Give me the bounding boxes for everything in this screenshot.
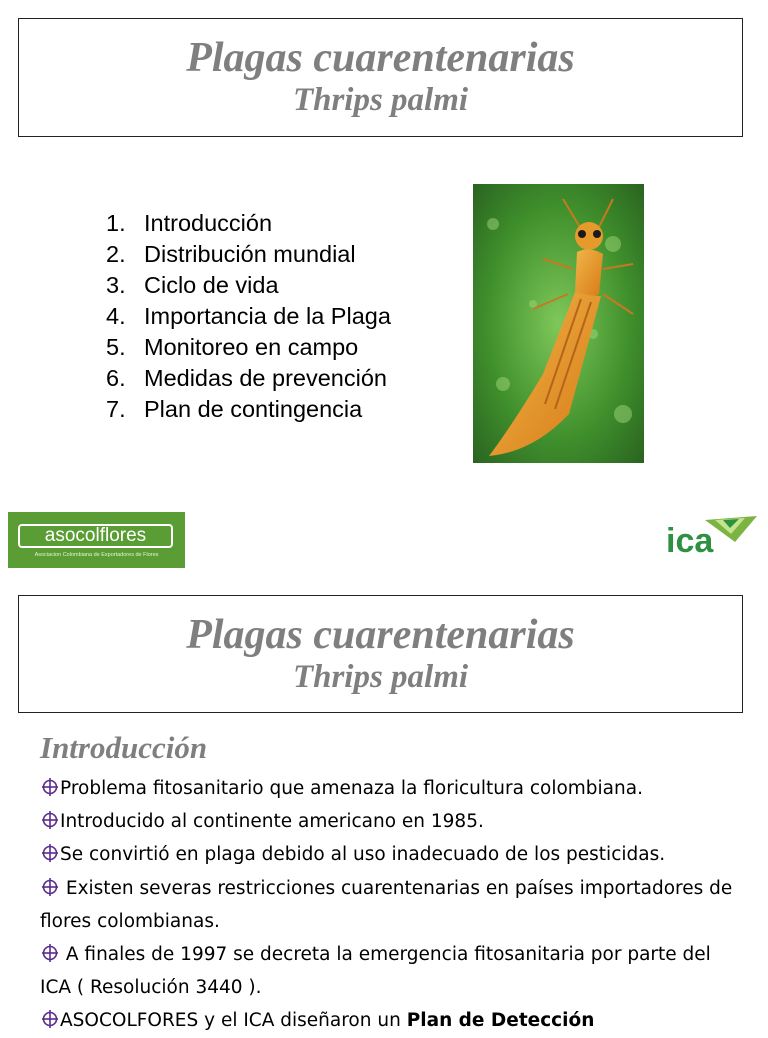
slide1-subtitle: Thrips palmi: [292, 82, 469, 118]
toc-item: 5. Monitoreo en campo: [106, 334, 359, 360]
crosshair-bullet-icon: [40, 878, 60, 896]
ica-flag-icon: [705, 516, 760, 544]
ica-logo: [660, 514, 760, 564]
toc-item: 6. Medidas de prevención: [106, 365, 387, 391]
crosshair-bullet-icon: [40, 944, 60, 962]
asocolflores-logo: [8, 512, 185, 568]
toc-item: 2. Distribución mundial: [106, 241, 356, 267]
toc-item: 4. Importancia de la Plaga: [106, 303, 391, 329]
slide2-title-box: [18, 595, 743, 713]
table-of-contents: [106, 208, 391, 425]
thrips-photo: [473, 184, 644, 463]
section-heading: Introducción: [40, 730, 208, 765]
slide1-title: Plagas cuarentenarias: [186, 35, 575, 81]
toc-item: 7. Plan de contingencia: [106, 396, 363, 422]
bullet-item: Problema fitosanitario que amenaza la floricultura colombiana.: [40, 772, 740, 805]
bullet-item: Existen severas restricciones cuarentenarias en países importadores de flores colombianas.: [40, 877, 733, 932]
crosshair-bullet-icon: [40, 811, 60, 829]
asocolflores-wordmark: asocolflores: [18, 524, 173, 548]
slide2-title: Plagas cuarentenarias: [186, 612, 575, 658]
toc-item: 3. Ciclo de vida: [106, 272, 279, 298]
toc-item: 1. Introducción: [106, 210, 273, 236]
crosshair-bullet-icon: [40, 844, 60, 862]
slide2-subtitle: Thrips palmi: [292, 659, 469, 695]
ica-wordmark: ica: [666, 522, 714, 560]
bullet-item: Introducido al continente americano en 1985.: [40, 805, 740, 838]
slide1-title-box: [18, 18, 743, 137]
crosshair-bullet-icon: [40, 1010, 60, 1028]
bullet-item: A finales de 1997 se decreta la emergencia fitosanitaria por parte del ICA ( Resolución 3440 ).: [40, 944, 711, 999]
crosshair-bullet-icon: [40, 778, 60, 796]
bullet-item: ASOCOLFORES y el ICA diseñaron un Plan de Detección: [40, 1004, 740, 1037]
bullet-item: Se convirtió en plaga debido al uso inadecuado de los pesticidas.: [40, 838, 740, 871]
bullet-list: [40, 772, 740, 1038]
asocolflores-tagline: Asociacion Colombiana de Exportadores de Flores: [34, 552, 159, 558]
bold-phrase: Plan de Detección: [406, 1010, 595, 1032]
